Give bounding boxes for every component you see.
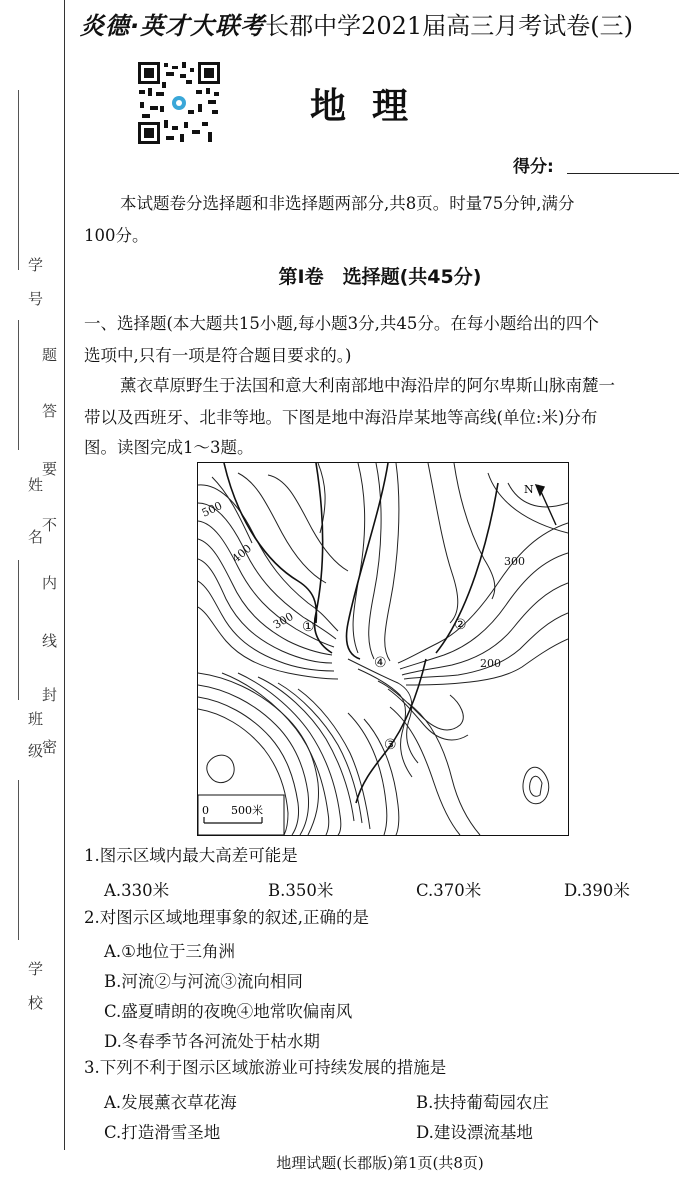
contour-label-200: 200 <box>480 657 501 670</box>
school-char-2: 校 <box>28 994 44 1012</box>
qr-code-icon <box>136 60 222 146</box>
passage-line-1: 薰衣草原野生于法国和意大利南部地中海沿岸的阿尔卑斯山脉南麓一 <box>120 376 615 395</box>
seal-char-3: 线 <box>42 632 58 650</box>
question-3-option-c[interactable]: C.打造滑雪圣地 <box>104 1123 221 1142</box>
question-1-option-a[interactable]: A.330米 <box>104 881 170 900</box>
class-blank <box>18 560 19 700</box>
student-id-char-1: 学 <box>28 256 44 274</box>
question-1-stem: 1.图示区域内最大高差可能是 <box>84 846 298 865</box>
point-2-label: ② <box>454 617 467 633</box>
exam-name: 长郡中学2021届高三月考试卷(三) <box>265 12 633 40</box>
question-1-option-d[interactable]: D.390米 <box>564 881 630 900</box>
question-2-option-c[interactable]: C.盛夏晴朗的夜晚④地常吹偏南风 <box>104 1002 353 1021</box>
question-1-option-b[interactable]: B.350米 <box>268 881 334 900</box>
seal-char-2: 封 <box>42 686 58 704</box>
point-1-label: ① <box>302 619 315 635</box>
school-char-1: 学 <box>28 960 44 978</box>
point-4-label: ④ <box>374 655 387 671</box>
name-char-2: 名 <box>28 528 44 546</box>
seal-char-1: 密 <box>42 738 58 756</box>
brand-name: 炎德·英才大联考 <box>80 12 266 40</box>
seal-char-5: 不 <box>42 516 58 534</box>
class-char-2: 级 <box>28 742 44 760</box>
contour-label-500: 500 <box>199 499 225 520</box>
question-3-option-a[interactable]: A.发展薰衣草花海 <box>104 1093 237 1112</box>
page-footer: 地理试题(长郡版)第1页(共8页) <box>276 1154 484 1172</box>
seal-char-6: 要 <box>42 460 58 478</box>
passage-line-3: 图。读图完成1～3题。 <box>84 438 254 457</box>
question-3-stem: 3.下列不利于图示区域旅游业可持续发展的措施是 <box>84 1058 447 1077</box>
subject-title: 地理 <box>310 86 435 127</box>
name-blank <box>18 320 19 450</box>
intro-line-2: 100分。 <box>84 226 149 245</box>
section-title: 第Ⅰ卷 选择题(共45分) <box>278 266 482 288</box>
passage-line-2: 带以及西班牙、北非等地。下图是地中海沿岸某地等高线(单位:米)分布 <box>84 408 598 427</box>
school-blank <box>18 780 19 940</box>
seal-char-4: 内 <box>42 574 58 592</box>
contour-label-300-right: 300 <box>504 555 525 568</box>
question-2-option-d[interactable]: D.冬春季节各河流处于枯水期 <box>104 1032 320 1051</box>
seal-char-8: 题 <box>42 346 58 364</box>
seal-char-7: 答 <box>42 402 58 420</box>
question-3-option-d[interactable]: D.建设漂流基地 <box>416 1123 533 1142</box>
contour-label-400: 400 <box>229 541 255 566</box>
exam-header <box>80 6 690 46</box>
point-3-label: ③ <box>384 737 397 753</box>
contour-map-svg <box>198 463 568 835</box>
north-label: N <box>524 483 534 496</box>
score-field[interactable] <box>567 173 679 174</box>
intro-line-1: 本试题卷分选择题和非选择题两部分,共8页。时量75分钟,满分 <box>120 194 575 213</box>
question-1-option-c[interactable]: C.370米 <box>416 881 482 900</box>
question-2-option-b[interactable]: B.河流②与河流③流向相同 <box>104 972 303 991</box>
contour-label-300-left: 300 <box>271 609 296 632</box>
class-char-1: 班 <box>28 710 44 728</box>
contour-map <box>197 462 569 836</box>
binding-line <box>64 0 65 1150</box>
name-char-1: 姓 <box>28 476 44 494</box>
score-label: 得分: <box>513 157 554 177</box>
scale-label: 0 500米 <box>202 804 263 817</box>
part1-instructions-2: 选项中,只有一项是符合题目要求的。) <box>84 346 352 365</box>
part1-instructions-1: 一、选择题(本大题共15小题,每小题3分,共45分。在每小题给出的四个 <box>84 314 599 333</box>
question-2-option-a[interactable]: A.①地位于三角洲 <box>104 942 235 961</box>
student-id-char-2: 号 <box>28 290 44 308</box>
question-3-option-b[interactable]: B.扶持葡萄园农庄 <box>416 1093 549 1112</box>
student-id-blank <box>18 90 19 270</box>
question-2-stem: 2.对图示区域地理事象的叙述,正确的是 <box>84 908 369 927</box>
